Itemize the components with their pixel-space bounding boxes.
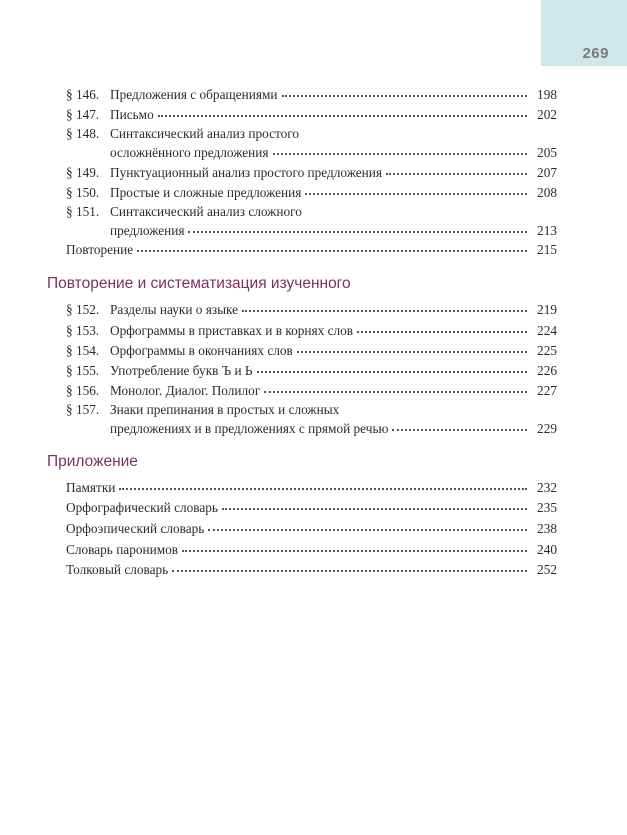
dot-leader [119, 475, 527, 490]
page-ref: 225 [537, 343, 557, 358]
entry-title: Памятки [66, 480, 116, 495]
entry-title-continued: предложения [110, 223, 185, 238]
entry-title-continued: осложнённого предложения [110, 145, 269, 160]
entry-title: Повторение [66, 242, 134, 257]
entry-title: Орфографический словарь [66, 500, 218, 515]
section-number: § 152. [66, 302, 100, 317]
dot-leader [182, 537, 527, 552]
page-ref: 240 [537, 542, 557, 557]
dot-leader [257, 358, 527, 373]
page-ref: 202 [537, 107, 557, 122]
toc-entry-spelling-dictionary[interactable] [66, 497, 557, 514]
dot-leader [305, 180, 527, 195]
dot-leader [386, 160, 527, 175]
section-number: § 153. [66, 323, 100, 338]
dot-leader [208, 516, 527, 531]
section-number: § 149. [66, 165, 100, 180]
dot-leader [158, 102, 527, 117]
entry-title: Орфограммы в окончаниях слов [110, 343, 293, 358]
dot-leader [137, 237, 527, 252]
section-heading-appendix: Приложение [47, 453, 138, 470]
dot-leader [297, 338, 527, 353]
toc-entry-explanatory-dictionary[interactable] [66, 559, 557, 576]
entry-title: Толковый словарь [66, 562, 169, 577]
entry-title: Орфограммы в приставках и в корнях слов [110, 323, 354, 338]
dot-leader [188, 218, 527, 233]
page-ref: 213 [537, 223, 557, 238]
entry-title: Монолог. Диалог. Полилог [110, 383, 261, 398]
dot-leader [264, 378, 527, 393]
section-number: § 156. [66, 383, 100, 398]
entry-title: Словарь паронимов [66, 542, 179, 557]
page-ref: 232 [537, 480, 557, 495]
toc-entry-155[interactable] [66, 360, 557, 377]
dot-leader [392, 416, 527, 431]
page-ref: 224 [537, 323, 557, 338]
toc-entry-reminders[interactable] [66, 477, 557, 494]
page-ref: 235 [537, 500, 557, 515]
page-ref: 219 [537, 302, 557, 317]
entry-title: Пунктуационный анализ простого предложения [110, 165, 383, 180]
dot-leader [172, 557, 527, 572]
section-number: § 154. [66, 343, 100, 358]
toc-entry-157[interactable] [66, 401, 557, 435]
section-heading-review: Повторение и систематизация изученного [47, 275, 351, 292]
toc-entry-153[interactable] [66, 320, 557, 337]
entry-title: Орфоэпический словарь [66, 521, 205, 536]
toc-entry-148[interactable] [66, 125, 557, 159]
toc-entry-146[interactable] [66, 84, 557, 101]
toc-entry-156[interactable] [66, 380, 557, 397]
entry-title: Синтаксический анализ сложного [110, 204, 302, 219]
page-ref: 227 [537, 383, 557, 398]
toc-entry-orthoepic-dictionary[interactable] [66, 518, 557, 535]
page-ref: 226 [537, 363, 557, 378]
page-number: 269 [582, 45, 609, 62]
toc-entry-review[interactable] [66, 239, 557, 256]
toc-entry-147[interactable] [66, 104, 557, 121]
page-ref: 229 [537, 421, 557, 436]
entry-title: Письмо [110, 107, 154, 122]
section-number: § 151. [66, 204, 100, 219]
dot-leader [357, 318, 527, 333]
entry-title: Употребление букв Ъ и Ь [110, 363, 253, 378]
section-number: § 150. [66, 185, 100, 200]
page-ref: 215 [537, 242, 557, 257]
entry-title: Знаки препинания в простых и сложных [110, 402, 340, 417]
section-number: § 147. [66, 107, 100, 122]
page-ref: 208 [537, 185, 557, 200]
toc-entry-149[interactable] [66, 162, 557, 179]
dot-leader [273, 140, 528, 155]
dot-leader [242, 297, 527, 312]
toc-entry-154[interactable] [66, 340, 557, 357]
dot-leader [282, 82, 528, 97]
entry-title: Простые и сложные предложения [110, 185, 302, 200]
section-number: § 155. [66, 363, 100, 378]
toc-entry-152[interactable] [66, 299, 557, 316]
toc-entry-paronyms-dictionary[interactable] [66, 539, 557, 556]
page-ref: 198 [537, 87, 557, 102]
page-ref: 207 [537, 165, 557, 180]
page-ref: 252 [537, 562, 557, 577]
toc-entry-151[interactable] [66, 203, 557, 237]
entry-title: Разделы науки о языке [110, 302, 239, 317]
entry-title: Предложения с обращениями [110, 87, 278, 102]
page-ref: 238 [537, 521, 557, 536]
section-number: § 148. [66, 126, 100, 141]
toc-entry-150[interactable] [66, 182, 557, 199]
entry-title-continued: предложениях и в предложениях с прямой речью [110, 421, 389, 436]
entry-title: Синтаксический анализ простого [110, 126, 300, 141]
page-ref: 205 [537, 145, 557, 160]
section-number: § 157. [66, 402, 100, 417]
dot-leader [222, 495, 527, 510]
section-number: § 146. [66, 87, 100, 102]
